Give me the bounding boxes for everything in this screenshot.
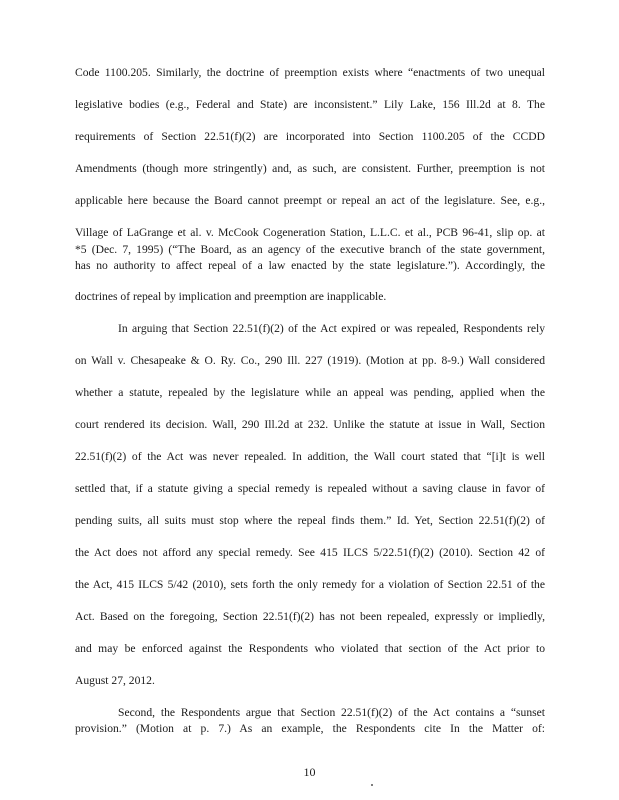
text-line: on Wall v. Chesapeake & O. Ry. Co., 290 Ill. 227 (1919). (Motion at pp. 8-9.) Wall considered [75,354,545,367]
text-line: 22.51(f)(2) of the Act was never repealed. In addition, the Wall court stated that “[i]t is well [75,450,545,463]
text-line: Code 1100.205. Similarly, the doctrine of preemption exists where “enactments of two unequal [75,66,545,79]
text-line: Amendments (though more stringently) and, as such, are consistent. Further, preemption is not [75,162,545,175]
text-line: settled that, if a statute giving a special remedy is repealed without a saving clause in favor of [75,482,545,495]
text-line: the Act does not afford any special remedy. See 415 ILCS 5/22.51(f)(2) (2010). Section 42 of [75,546,545,559]
text-line: provision.” (Motion at p. 7.) As an example, the Respondents cite In the Matter of: [75,722,545,735]
text-line: the Act, 415 ILCS 5/42 (2010), sets forth the only remedy for a violation of Section 22.51 of the [75,578,545,591]
text-line: In arguing that Section 22.51(f)(2) of the Act expired or was repealed, Respondents rely [118,322,545,335]
text-line: whether a statute, repealed by the legislature while an appeal was pending, applied when the [75,386,545,399]
text-line: court rendered its decision. Wall, 290 Ill.2d at 232. Unlike the statute at issue in Wall, Section [75,418,545,431]
text-line: *5 (Dec. 7, 1995) (“The Board, as an agency of the executive branch of the state government, [75,243,545,256]
text-line: requirements of Section 22.51(f)(2) are incorporated into Section 1100.205 of the CCDD [75,130,545,143]
page-number: 10 [303,765,316,779]
text-line: has no authority to affect repeal of a law enacted by the state legislature.”). Accordingly, the [75,259,545,272]
text-line: August 27, 2012. [75,674,155,687]
scan-speck [371,784,373,786]
text-line: pending suits, all suits must stop where the repeal finds them.” Id. Yet, Section 22.51(f)(2) of [75,514,545,527]
text-line: and may be enforced against the Respondents who violated that section of the Act prior to [75,642,545,655]
text-line: Village of LaGrange et al. v. McCook Cogeneration Station, L.L.C. et al., PCB 96-41, slip op. at [75,226,545,239]
text-line: legislative bodies (e.g., Federal and State) are inconsistent.” Lily Lake, 156 Ill.2d at 8. The [75,98,545,111]
text-line: Act. Based on the foregoing, Section 22.51(f)(2) has not been repealed, expressly or impliedly, [75,610,545,623]
text-line: doctrines of repeal by implication and preemption are inapplicable. [75,290,387,303]
text-line: Second, the Respondents argue that Section 22.51(f)(2) of the Act contains a “sunset [118,706,545,719]
text-line: applicable here because the Board cannot preempt or repeal an act of the legislature. See, e.g., [75,194,545,207]
